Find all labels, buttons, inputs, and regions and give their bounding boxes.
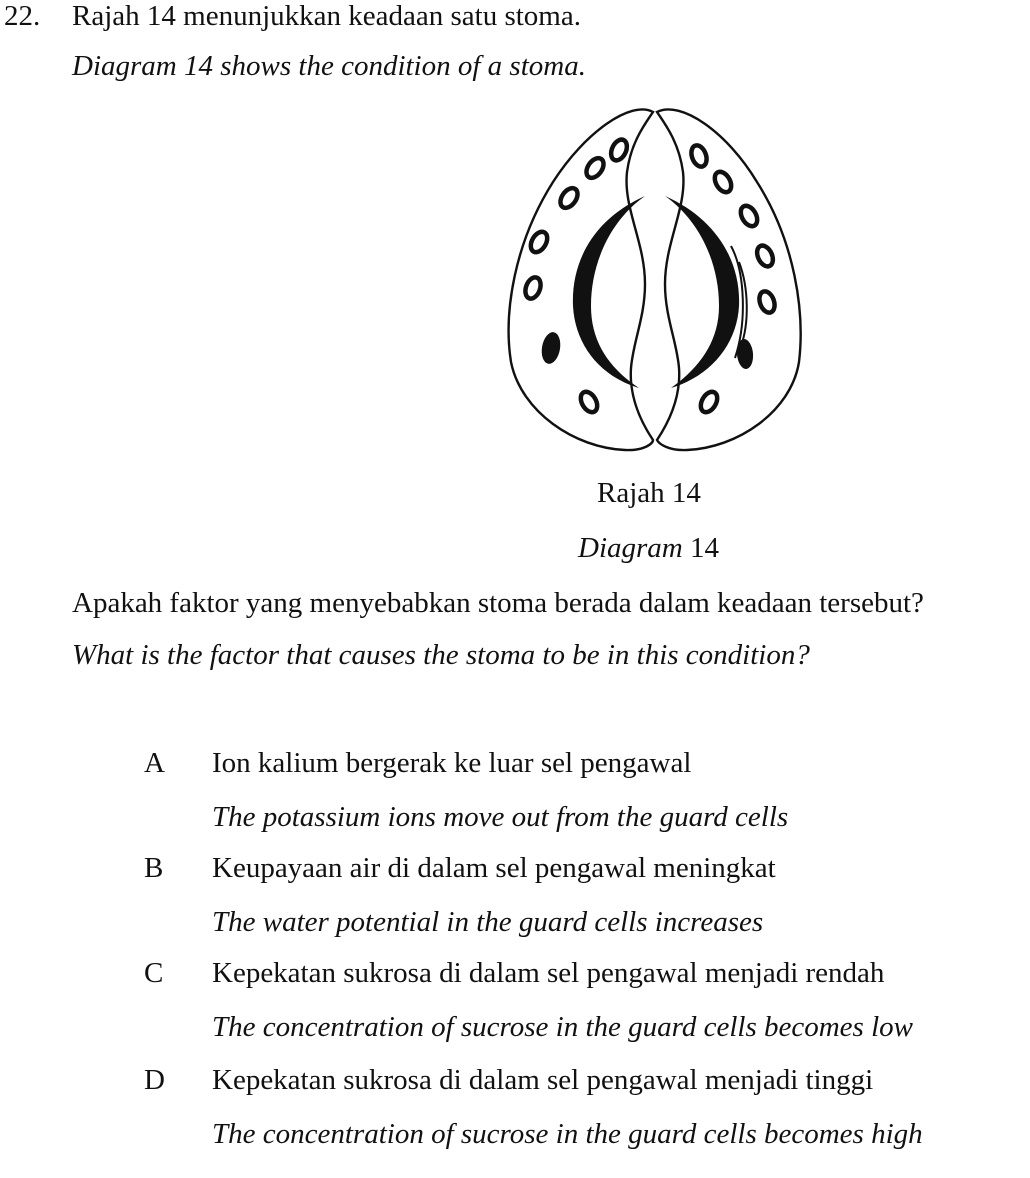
option-c-letter[interactable]: C <box>144 957 164 989</box>
prompt-malay: Apakah faktor yang menyebabkan stoma berada dalam keadaan tersebut? <box>72 587 924 619</box>
option-d-letter[interactable]: D <box>144 1064 165 1096</box>
option-d-english[interactable]: The concentration of sucrose in the guard cells becomes high <box>212 1118 923 1150</box>
option-c-english[interactable]: The concentration of sucrose in the guard cells becomes low <box>212 1011 913 1043</box>
option-b-malay[interactable]: Keupayaan air di dalam sel pengawal meningkat <box>212 852 776 884</box>
option-b-english[interactable]: The water potential in the guard cells increases <box>212 906 764 938</box>
option-b-letter[interactable]: B <box>144 852 164 884</box>
caption-word: Diagram <box>578 532 683 564</box>
question-stem-english: Diagram 14 shows the condition of a stoma. <box>72 50 586 82</box>
question-stem-malay: Rajah 14 menunjukkan keadaan satu stoma. <box>72 0 581 32</box>
figure-caption-malay: Rajah 14 <box>597 477 701 509</box>
option-c-malay[interactable]: Kepekatan sukrosa di dalam sel pengawal menjadi rendah <box>212 957 885 989</box>
option-a-english[interactable]: The potassium ions move out from the guard cells <box>212 801 789 833</box>
option-a-malay[interactable]: Ion kalium bergerak ke luar sel pengawal <box>212 747 692 779</box>
figure-caption-english <box>578 532 719 565</box>
option-d-malay[interactable]: Kepekatan sukrosa di dalam sel pengawal menjadi tinggi <box>212 1064 874 1096</box>
question-number: 22. <box>4 0 41 32</box>
caption-number: 14 <box>689 532 719 564</box>
prompt-english: What is the factor that causes the stoma to be in this condition? <box>72 639 810 671</box>
option-a-letter[interactable]: A <box>144 747 165 779</box>
left-nucleus <box>539 331 562 366</box>
stoma-diagram <box>495 92 815 464</box>
